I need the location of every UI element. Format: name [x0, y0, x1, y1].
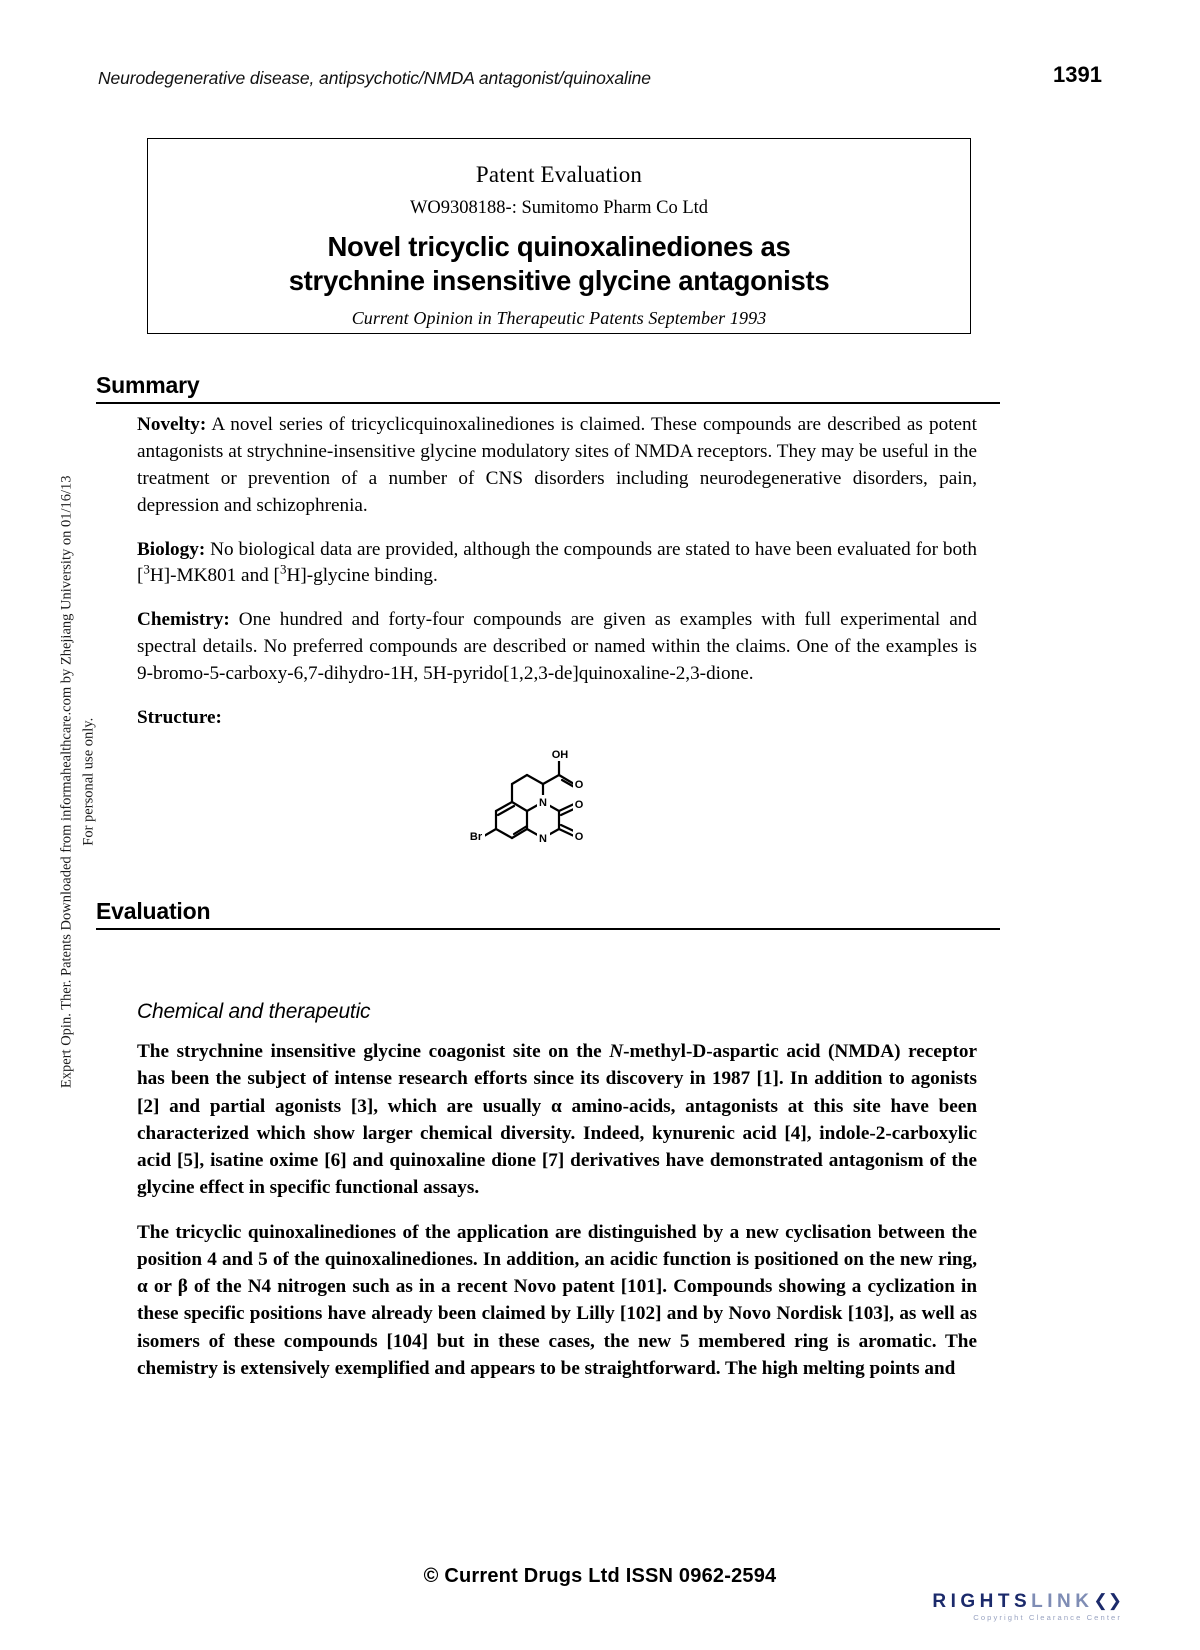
- summary-heading-rule: [96, 402, 1000, 404]
- atom-label-o-carboxyl: O: [574, 779, 584, 791]
- biology-text-c: H]-glycine binding.: [286, 565, 438, 587]
- evaluation-paragraph-2: The tricyclic quinoxalinediones of the application are distinguished by a new cyclisation between the position 4 and 5 of the quinoxalinediones. In addition, an acidic function is positioned on the new ring, α or β of the N4 nitrogen such as in a recent Novo patent [101]. Compounds showing a cyclization in these specific positions have already been claimed by Lilly [102] and by Novo Nordisk [103], as well as isomers of these compounds [104] but in these cases, the new 5 membered ring is aromatic. The chemistry is extensively exemplified and appears to be straightforward. The high melting points and: [137, 1221, 977, 1379]
- atom-label-o-upper-dione: O: [574, 799, 584, 811]
- rightslink-chevron-icon: ❮❯: [1093, 1591, 1122, 1610]
- side-watermark-line-2: For personal use only.: [80, 717, 96, 846]
- rightslink-subtitle: Copyright Clearance Center: [973, 1613, 1122, 1622]
- biology-label: Biology:: [137, 538, 206, 560]
- summary-body: [137, 412, 977, 732]
- evaluation-para1-text-b: -methyl-D-aspartic acid (NMDA) receptor has been the subject of intense research efforts since its discovery in 1987 [1]. In addition to agonists [2] and partial agonists [3], which are usually α amino-acids, antagonists at this site have been characterized which show larger chemical diversity. Indeed, kynurenic acid [4], indole-2-carboxylic acid [5], isatine oxime [6] and quinoxaline dione [7] derivatives have demonstrated antagonism of the glycine effect in specific functional assays.: [137, 1041, 977, 1199]
- article-title: [148, 230, 970, 297]
- atom-label-n-bottom: N: [539, 833, 547, 845]
- rightslink-wordmark: [932, 1592, 1122, 1611]
- side-watermark: [56, 472, 100, 1092]
- atom-label-o-lower-dione: O: [574, 831, 584, 843]
- side-watermark-line-1: Expert Opin. Ther. Patents Downloaded from informahealthcare.com by Zhejiang University on 01/16/13: [58, 475, 75, 1089]
- atom-label-n-top: N: [539, 797, 547, 809]
- novelty-text: A novel series of tricyclicquinoxalinediones is claimed. These compounds are described as potent antagonists at strychnine-insensitive glycine modulatory sites of NMDA receptors. They may be useful in the treatment or prevention of a number of CNS disorders including neurodegenerative disorders, pain, depression and schizophrenia.: [137, 414, 977, 516]
- atom-label-oh: OH: [551, 749, 569, 761]
- summary-section-heading: [96, 372, 1000, 404]
- article-title-line-2: strychnine insensitive glycine antagonists: [288, 264, 830, 296]
- running-head: Neurodegenerative disease, antipsychotic/NMDA antagonist/quinoxaline: [98, 68, 651, 88]
- evaluation-para1-text-a: The strychnine insensitive glycine coagonist site on the: [137, 1041, 610, 1062]
- chemical-structure-svg: [455, 735, 625, 875]
- structure-label: Structure:: [137, 706, 222, 728]
- page-number: 1391: [1053, 62, 1102, 87]
- patent-number-assignee: WO9308188-: Sumitomo Pharm Co Ltd: [409, 198, 709, 218]
- summary-heading-label: Summary: [96, 372, 200, 398]
- patent-evaluation-kicker: Patent Evaluation: [475, 162, 643, 187]
- novelty-label: Novelty:: [137, 414, 207, 435]
- rightslink-logo[interactable]: [932, 1592, 1122, 1622]
- rightslink-word-link: LINK: [1031, 1591, 1094, 1612]
- journal-citation: Current Opinion in Therapeutic Patents September 1993: [351, 308, 767, 329]
- evaluation-subheading: Chemical and therapeutic: [137, 1000, 371, 1023]
- evaluation-body: [137, 1000, 977, 1382]
- chemistry-text: One hundred and forty-four compounds are given as examples with full experimental and spectral details. No preferred compounds are described or named within the claims. One of the examples is 9-bromo-5-carboxy-6,7-dihydro-1H, 5H-pyrido[1,2,3-de]quinoxaline-2,3-dione.: [137, 609, 977, 684]
- copyright-line: © Current Drugs Ltd ISSN 0962-2594: [423, 1565, 777, 1587]
- evaluation-section-heading: [96, 898, 1000, 930]
- structure-label-paragraph: [137, 705, 977, 732]
- biology-paragraph: [137, 537, 977, 591]
- chemical-structure-diagram: [455, 735, 625, 875]
- title-box: [147, 138, 971, 334]
- chemistry-label: Chemistry:: [137, 609, 230, 631]
- biology-superscript-1: 3: [143, 561, 150, 577]
- evaluation-heading-rule: [96, 928, 1000, 930]
- biology-text-b: H]-MK801 and [: [149, 565, 280, 587]
- evaluation-para1-italic-n: N: [609, 1041, 624, 1062]
- novelty-paragraph: [137, 412, 977, 520]
- biology-superscript-2: 3: [279, 561, 287, 577]
- rightslink-word-rights: RIGHTS: [932, 1591, 1032, 1612]
- evaluation-heading-label: Evaluation: [96, 898, 211, 924]
- evaluation-paragraph-1: [137, 1038, 977, 1202]
- biology-text-a: No biological data are provided, although the compounds are stated to have been evaluated for both [: [137, 538, 977, 587]
- article-title-line-1: Novel tricyclic quinoxalinediones as: [327, 231, 791, 262]
- chemistry-paragraph: [137, 607, 977, 688]
- atom-label-br: Br: [469, 831, 483, 843]
